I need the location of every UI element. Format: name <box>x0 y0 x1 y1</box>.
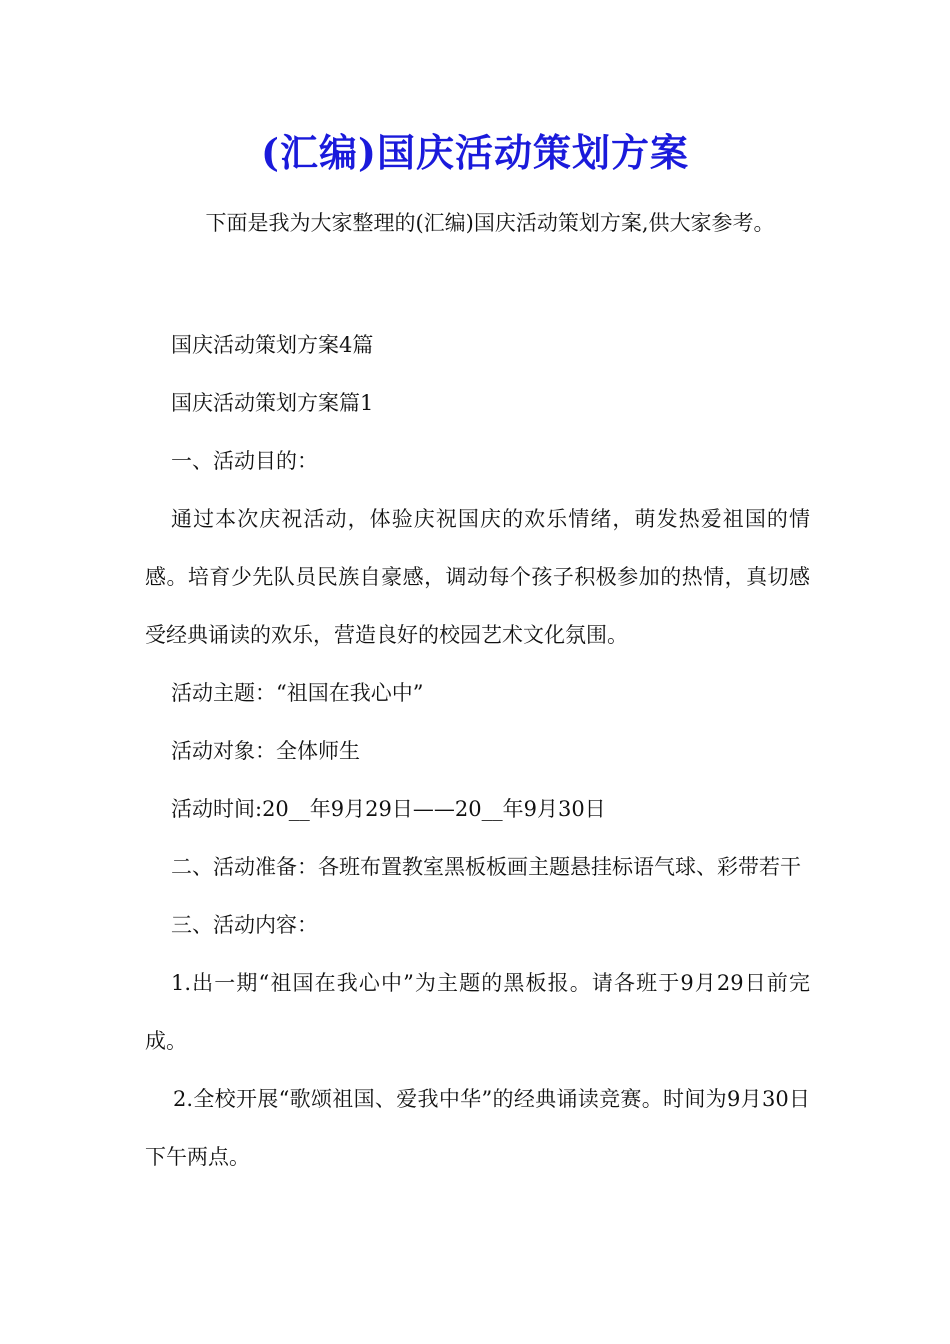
paragraph-purpose-body: 通过本次庆祝活动，体验庆祝国庆的欢乐情绪，萌发热爱祖国的情感。培育少先队员民族自豪感，调动每个孩子积极参加的热情，真切感受经典诵读的欢乐，营造良好的校园艺术文化氛围。 <box>145 507 810 647</box>
paragraph-heading-count: 国庆活动策划方案4篇 <box>171 333 374 357</box>
document-intro: 下面是我为大家整理的(汇编)国庆活动策划方案,供大家参考。 <box>205 211 775 235</box>
paragraph-preparation: 二、活动准备：各班布置教室黑板板画主题悬挂标语气球、彩带若干 <box>171 855 801 879</box>
document-body <box>145 316 810 1186</box>
document-title: (汇编)国庆活动策划方案 <box>261 130 689 175</box>
paragraph-time: 活动时间:20__年9月29日——20__年9月30日 <box>171 797 606 821</box>
paragraph-content-item-1: 1.出一期“祖国在我心中”为主题的黑板报。请各班于9月29日前完成。 <box>145 971 810 1053</box>
paragraph-purpose-heading: 一、活动目的： <box>171 449 318 473</box>
paragraph-audience: 活动对象：全体师生 <box>171 739 360 763</box>
paragraph-content-item-2: 2.全校开展“歌颂祖国、爱我中华”的经典诵读竞赛。时间为9月30日下午两点。 <box>145 1087 810 1169</box>
paragraph-theme: 活动主题：“祖国在我心中” <box>171 681 424 705</box>
paragraph-section-title: 国庆活动策划方案篇1 <box>171 391 374 415</box>
paragraph-content-heading: 三、活动内容： <box>171 913 318 937</box>
